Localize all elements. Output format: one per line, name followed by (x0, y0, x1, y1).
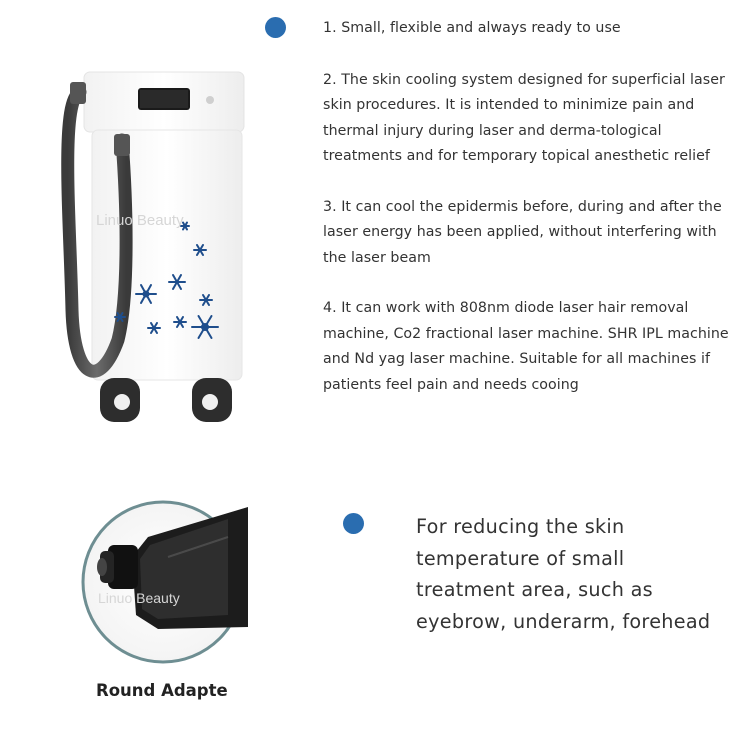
feature-list (323, 16, 733, 423)
cooling-machine-image (40, 60, 300, 510)
bullet-dot-icon (343, 513, 364, 534)
feature-item: 3. It can cool the epidermis before, during and after the laser energy has been applied, without interfering with the laser beam (323, 198, 722, 266)
feature-item: 2. The skin cooling system designed for superficial laser skin procedures. It is intended to minimize pain and thermal injury during laser and derma-tological treatments and for temporary topical anesthetic relief (323, 71, 725, 164)
bullet-dot-icon (265, 17, 286, 38)
feature-item: 4. It can work with 808nm diode laser hair removal machine, Co2 fractional laser machine. SHR IPL machine and Nd yag laser machine. Suitable for all machines if patients feel pain and needs cooing (323, 300, 729, 393)
adapter-caption: Round Adapte (96, 681, 228, 700)
feature-item: 1. Small, flexible and always ready to use (323, 20, 621, 36)
cooling-note: For reducing the skin temperature of small treatment area, such as eyebrow, underarm, forehead (416, 515, 711, 633)
watermark: Linuo Beauty (96, 212, 184, 229)
round-adapter-image (78, 497, 248, 667)
watermark: Linuo Beauty (98, 590, 180, 606)
